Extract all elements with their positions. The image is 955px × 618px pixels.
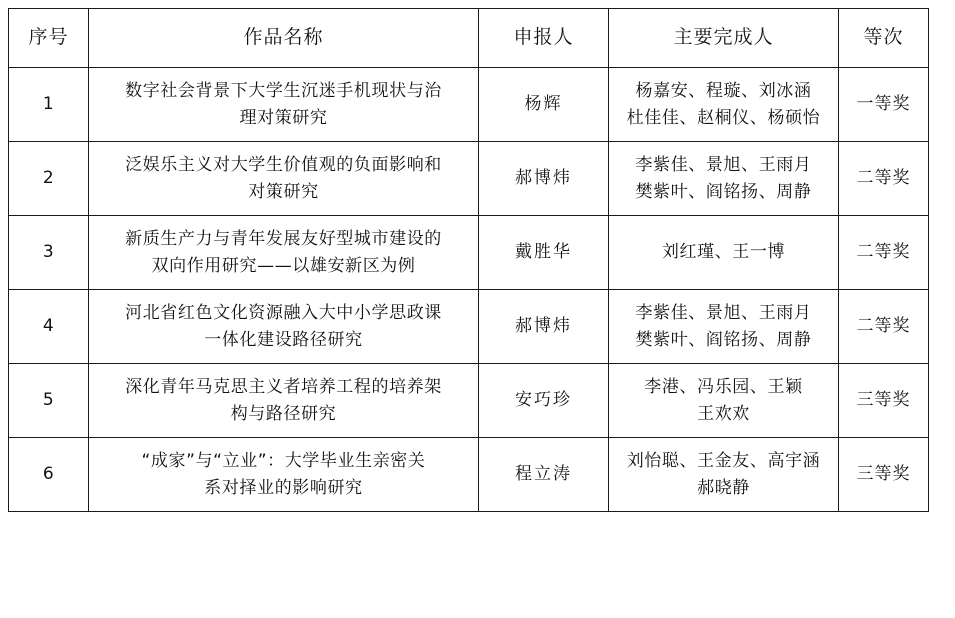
cell-level: 一等奖: [839, 68, 929, 142]
column-header-members: 主要完成人: [609, 9, 839, 68]
cell-title-line-1: 河北省红色文化资源融入大中小学思政课: [125, 303, 442, 324]
cell-title-line-1: “成家”与“立业”：大学毕业生亲密关: [141, 451, 426, 472]
cell-members: [609, 68, 839, 142]
cell-members-line-1: 杨嘉安、程璇、刘冰涵: [635, 81, 812, 102]
cell-members: [609, 142, 839, 216]
cell-title: [89, 438, 479, 512]
cell-title: [89, 142, 479, 216]
cell-title-line-2: 对策研究: [248, 181, 319, 202]
cell-members-line-2: 王欢欢: [697, 403, 750, 424]
table-row: [9, 364, 929, 438]
cell-title-line-1: 泛娱乐主义对大学生价值观的负面影响和: [125, 155, 442, 176]
table-header-row: [9, 9, 929, 68]
cell-title: [89, 68, 479, 142]
cell-title-line-2: 系对择业的影响研究: [204, 477, 363, 498]
cell-title: [89, 290, 479, 364]
cell-title: [89, 364, 479, 438]
cell-applicant: 郝博炜: [479, 142, 609, 216]
cell-level: 三等奖: [839, 364, 929, 438]
award-results-table: [8, 8, 929, 512]
table-row: [9, 142, 929, 216]
cell-level: 二等奖: [839, 142, 929, 216]
cell-members: [609, 216, 839, 290]
cell-members-line-1: 李紫佳、景旭、王雨月: [635, 303, 812, 324]
cell-applicant: 戴胜华: [479, 216, 609, 290]
cell-level: 三等奖: [839, 438, 929, 512]
table-header: [9, 9, 929, 68]
cell-members-line-1: 李紫佳、景旭、王雨月: [635, 155, 812, 176]
table-row: [9, 216, 929, 290]
table-row: [9, 68, 929, 142]
cell-members: [609, 364, 839, 438]
column-header-level: 等次: [839, 9, 929, 68]
cell-members-line-2: 杜佳佳、赵桐仪、杨硕怡: [626, 107, 821, 128]
column-header-index: 序号: [9, 9, 89, 68]
cell-level: 二等奖: [839, 290, 929, 364]
cell-index: 3: [9, 216, 89, 290]
cell-members-line-1: 李港、冯乐园、王颖: [644, 377, 803, 398]
column-header-applicant: 申报人: [479, 9, 609, 68]
cell-applicant: 郝博炜: [479, 290, 609, 364]
table-body: [9, 68, 929, 512]
cell-members-line-2: 郝晓静: [697, 477, 750, 498]
cell-title-line-1: 深化青年马克思主义者培养工程的培养架: [125, 377, 442, 398]
cell-index: 4: [9, 290, 89, 364]
cell-title-line-2: 一体化建设路径研究: [204, 329, 363, 350]
cell-applicant: 杨辉: [479, 68, 609, 142]
table-row: [9, 290, 929, 364]
cell-members-line-1: 刘怡聪、王金友、高宇涵: [626, 451, 821, 472]
cell-members-line-2: 樊紫叶、阎铭扬、周静: [635, 181, 812, 202]
cell-title-line-2: 理对策研究: [239, 107, 328, 128]
cell-index: 5: [9, 364, 89, 438]
document-page: [0, 8, 955, 618]
cell-applicant: 安巧珍: [479, 364, 609, 438]
cell-title-line-2: 构与路径研究: [230, 403, 337, 424]
cell-index: 2: [9, 142, 89, 216]
cell-level: 二等奖: [839, 216, 929, 290]
cell-title: [89, 216, 479, 290]
cell-index: 1: [9, 68, 89, 142]
column-header-title: 作品名称: [89, 9, 479, 68]
cell-title-line-2: 双向作用研究——以雄安新区为例: [151, 255, 416, 276]
cell-members-line-2: 樊紫叶、阎铭扬、周静: [635, 329, 812, 350]
cell-members-line-1: 刘红瑾、王一博: [661, 242, 786, 263]
cell-title-line-1: 新质生产力与青年发展友好型城市建设的: [125, 229, 442, 250]
table-row: [9, 438, 929, 512]
cell-index: 6: [9, 438, 89, 512]
cell-title-line-1: 数字社会背景下大学生沉迷手机现状与治: [125, 81, 442, 102]
cell-members: [609, 290, 839, 364]
cell-members: [609, 438, 839, 512]
cell-applicant: 程立涛: [479, 438, 609, 512]
